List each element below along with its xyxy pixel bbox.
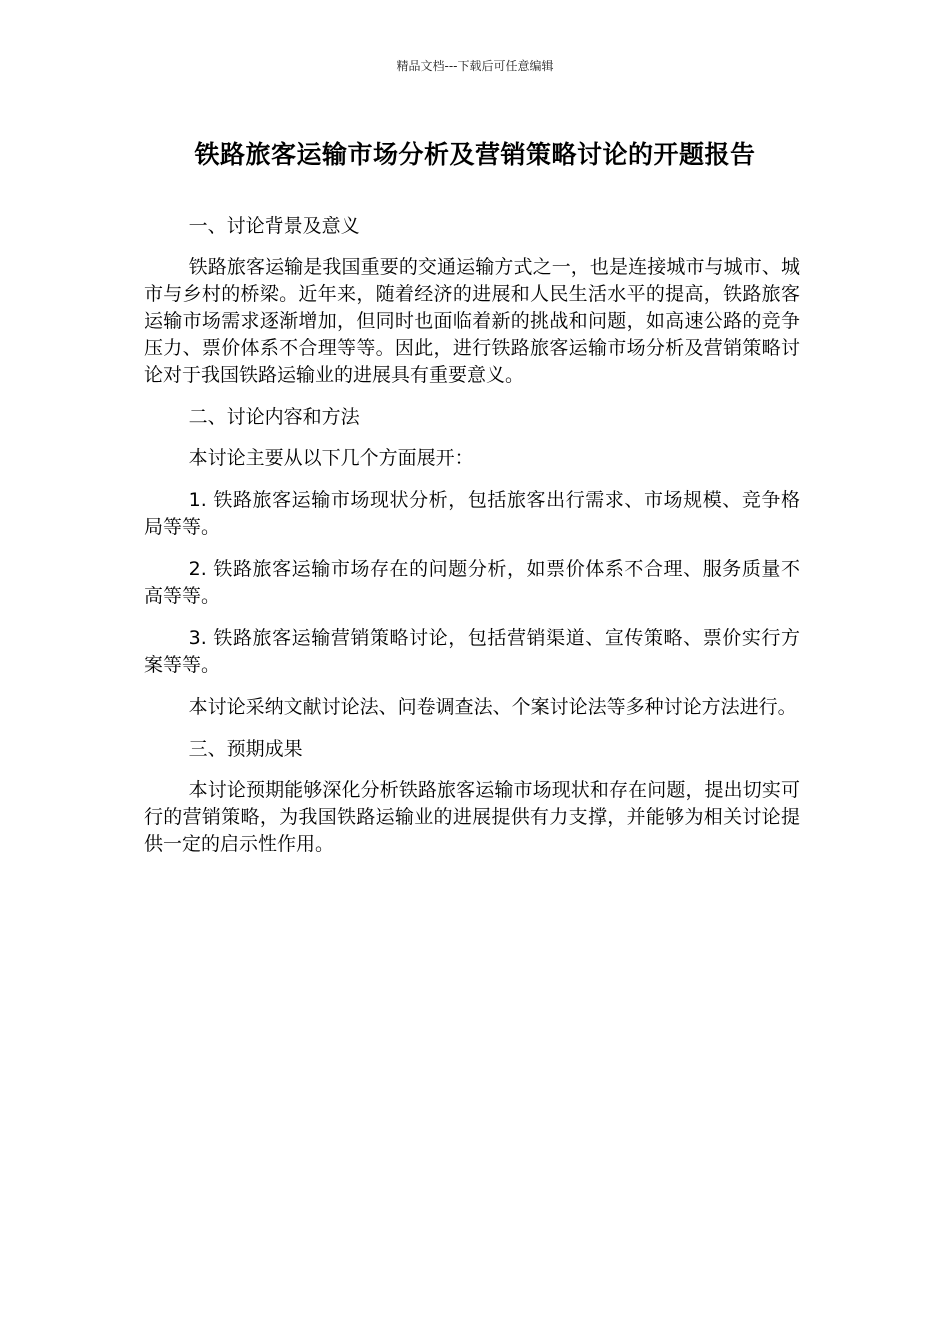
list-item-content-3: 3. 铁路旅客运输营销策略讨论，包括营销渠道、宣传策略、票价实行方案等等。 [144,627,800,676]
list-item-content-1: 1. 铁路旅客运输市场现状分析，包括旅客出行需求、市场规模、竞争格局等等。 [144,489,800,538]
paragraph-outcome: 本讨论预期能够深化分析铁路旅客运输市场现状和存在问题，提出切实可行的营销策略，为我国铁路运输业的进展提供有力支撑，并能够为相关讨论提供一定的启示性作用。 [144,779,800,855]
list-item-content-2: 2. 铁路旅客运输市场存在的问题分析，如票价体系不合理、服务质量不高等等。 [144,558,800,607]
section-heading-outcome: 三、预期成果 [188,738,303,760]
document-body [144,213,800,873]
header-note: 精品文档---下载后可任意编辑 [396,59,554,73]
paragraph-background: 铁路旅客运输是我国重要的交通运输方式之一，也是连接城市与城市、城市与乡村的桥梁。近年来，随着经济的进展和人民生活水平的提高，铁路旅客运输市场需求逐渐增加，但同时也面临着新的挑战和问题，如高速公路的竞争压力、票价体系不合理等等。因此，进行铁路旅客运输市场分析及营销策略讨论对于我国铁路运输业的进展具有重要意义。 [144,256,800,386]
paragraph-methods: 本讨论采纳文献讨论法、问卷调查法、个案讨论法等多种讨论方法进行。 [188,696,797,718]
section-heading-content: 二、讨论内容和方法 [188,406,360,428]
document-title: 铁路旅客运输市场分析及营销策略讨论的开题报告 [194,140,756,169]
section-heading-background: 一、讨论背景及意义 [188,215,360,237]
paragraph-content-intro: 本讨论主要从以下几个方面展开： [188,447,474,469]
